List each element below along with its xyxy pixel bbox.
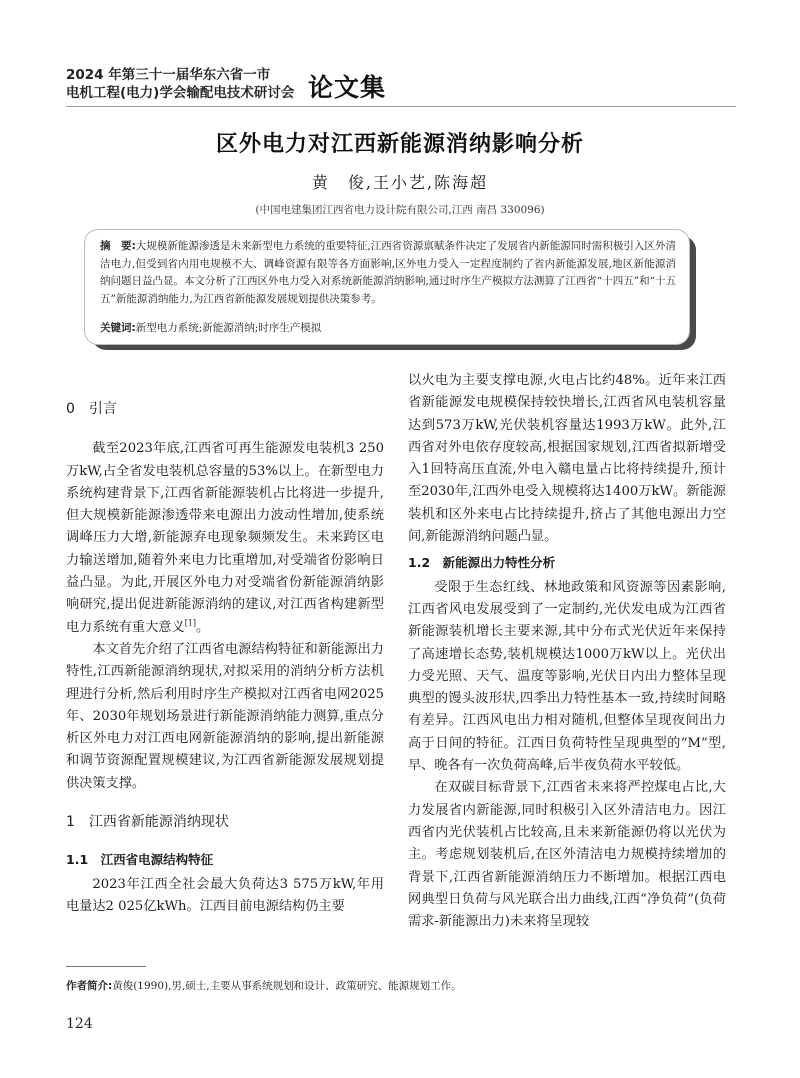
abstract: [100, 238, 676, 308]
paragraph: 以火电为主要支撑电源,火电占比约48%。近年来江西省新能源发电规模保持较快增长,江西省风电装机容量达到573万kW,光伏装机容量达1993万kW。此外,江西省对外电依存度较高,根据国家规划,江西省拟新增受入1回特高压直流,外电入赣电量占比将持续提升,预计至2030年,江西外电受入规模将达1400万kW。新能源装机和区外来电占比持续提升,挤占了其他电源出力空间,新能源消纳问题凸显。: [408, 373, 726, 545]
paper-authors: 黄 俊,王小艺,陈海超: [311, 173, 489, 192]
paragraph: [66, 438, 384, 639]
paragraph: 2023年江西全社会最大负荷达3 575万kW,年用电量达2 025亿kWh。江西目前电源结构仍主要: [66, 876, 384, 914]
subsection-heading-1-1: 1.1 江西省电源结构特征: [66, 852, 214, 868]
keywords: [100, 320, 676, 335]
conference-header: [66, 66, 746, 110]
author-bio-footnote: [66, 978, 462, 993]
subsection-heading-1-2: 1.2 新能源出力特性分析: [408, 555, 556, 571]
abstract-label: 摘 要:: [100, 240, 136, 252]
section-heading-1: 1 江西省新能源消纳现状: [66, 814, 229, 831]
paragraph: 受限于生态红线、林地政策和风资源等因素影响,江西省风电发展受到了一定制约,光伏发电成为江西省新能源装机增长主要来源,其中分布式光伏近年来保持了高速增长态势,装机规模达1000万kW以上。光伏出力受光照、天气、温度等影响,光伏日内出力整体呈现典型的馒头波形状,四季出力特性基本一致,持续时间略有差异。江西风电出力相对随机,但整体呈现夜间出力高于日间的特征。江西日负荷特性呈现典型的“M”型,早、晚各有一次负荷高峰,后半夜负荷水平较低。: [408, 579, 726, 774]
paragraph: 本文首先介绍了江西省电源结构特征和新能源出力特性,江西新能源消纳现状,对拟采用的消纳分析方法机理进行分析,然后利用时序生产模拟对江西省电网2025年、2030年规划场景进行新能源消纳能力测算,重点分析区外电力对江西电网新能源消纳的影响,提出新能源和调节资源配置规模建议,为江西省新能源发展规划提供决策支撑。: [66, 641, 384, 791]
page-number: 124: [66, 1016, 93, 1032]
footnote-label: 作者简介:: [66, 980, 113, 992]
paper-title: 区外电力对江西新能源消纳影响分析: [215, 132, 584, 157]
citation-ref: [1]: [184, 618, 197, 628]
footnote-text: 黄俊(1990),男,硕士,主要从事系统规划和设计、政策研究、能源规划工作。: [112, 980, 462, 992]
footnote-rule: [66, 966, 146, 967]
abstract-text: 大规模新能源渗透是未来新型电力系统的重要特征,江西省资源禀赋条件决定了发展省内新能源同时需积极引入区外清洁电力,但受到省内用电规模不大、调峰资源有限等各方面影响,区外电力受入一定程度制约了省内新能源发展,地区新能源消纳问题日益凸显。本文分析了江西区外电力受入对系统新能源消纳影响,通过时序生产模拟方法测算了江西省“十四五”和“十五五”新能源消纳能力,为江西省新能源发展规划提供决策参考。: [100, 240, 676, 305]
header-rule: [66, 106, 736, 107]
conference-line-1: 2024 年第三十一届华东六省一市: [66, 67, 271, 83]
keywords-text: 新型电力系统;新能源消纳;时序生产模拟: [135, 322, 322, 334]
paragraph-text: 截至2023年底,江西省可再生能源发电装机3 250万kW,占全省发电装机总容量的53%以上。在新型电力系统构建背景下,江西省新能源装机占比将进一步提升,但大规模新能源渗透带来电源出力波动性增加,使系统调峰压力大增,新能源弃电现象频频发生。未来跨区电力输送增加,随着外来电力比重增加,对受端省份影响日益凸显。为此,开展区外电力对受端省份新能源消纳影响研究,提出促进新能源消纳的建议,对江西省构建新型电力系统有重大意义: [66, 441, 384, 635]
left-column: [66, 370, 384, 918]
section-heading-intro: 0 引言: [66, 401, 117, 417]
right-column: [408, 370, 726, 933]
paragraph: 在双碳目标背景下,江西省未来将严控煤电占比,大力发展省内新能源,同时积极引入区外清洁电力。因江西省内光伏装机占比较高,且未来新能源仍将以光伏为主。考虑规划装机后,在区外清洁电力规模持续增加的背景下,江西省新能源消纳压力不断增加。根据江西电网典型日负荷与风光联合出力曲线,江西“净负荷”(负荷需求-新能源出力)未来将呈现较: [408, 780, 726, 930]
author-affiliation: (中国电建集团江西省电力设计院有限公司,江西 南昌 330096): [255, 204, 545, 216]
proceedings-badge: 论文集: [308, 73, 387, 102]
paragraph-text-end: 。: [196, 619, 210, 635]
keywords-label: 关键词:: [100, 322, 136, 334]
conference-name: [66, 66, 294, 102]
conference-line-2: 电机工程(电力)学会输配电技术研讨会: [66, 85, 295, 101]
